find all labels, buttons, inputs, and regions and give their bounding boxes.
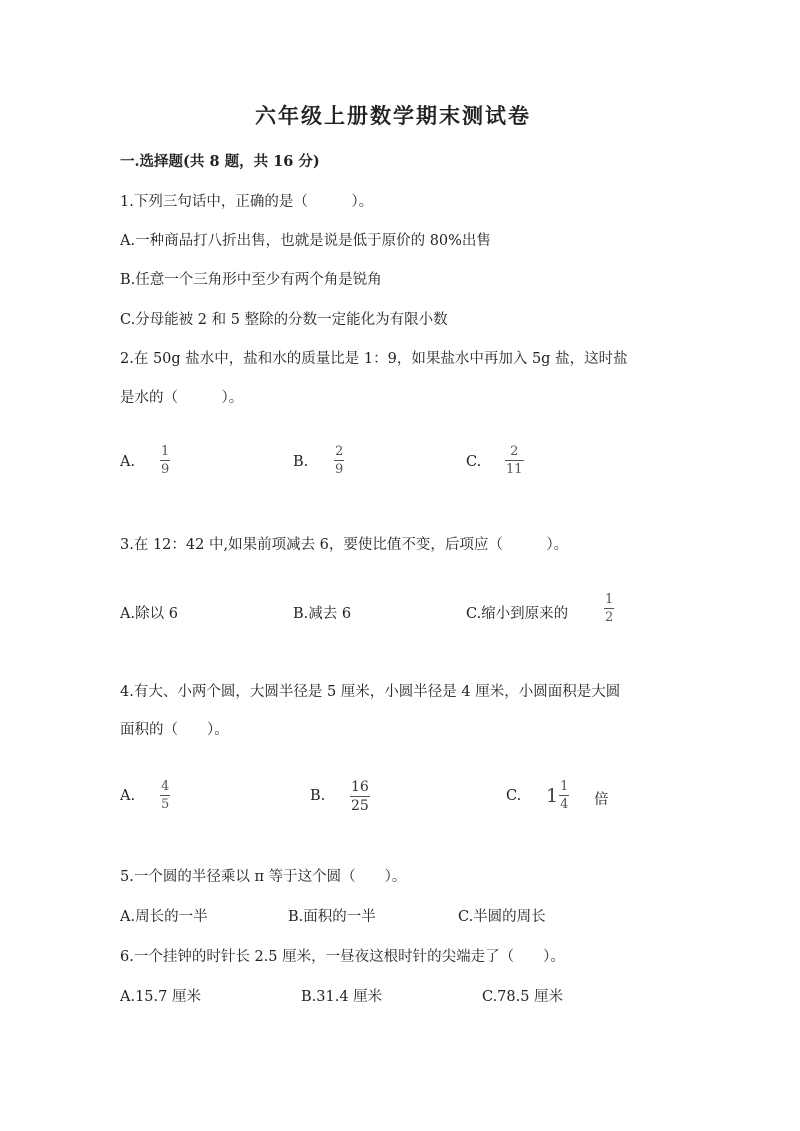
q1-option-a: A.一种商品打八折出售，也就是说是低于原价的 80%出售 (120, 233, 491, 249)
q3-option-b: B.减去 6 (293, 606, 352, 622)
fraction-numerator: 16 (351, 779, 369, 795)
q6-option-c: C.78.5 厘米 (482, 989, 564, 1005)
q5-option-b: B.面积的一半 (288, 909, 376, 925)
q2-option-b-fraction (334, 445, 344, 476)
q6-option-b: B.31.4 厘米 (301, 989, 383, 1005)
section-heading: 一.选择题(共 8 题，共 16 分) (120, 153, 320, 170)
q2-option-a-label: A. (120, 454, 136, 470)
q2-stem-line1: 2.在 50g 盐水中，盐和水的质量比是 1：9，如果盐水中再加入 5g 盐，这时盐 (120, 351, 628, 367)
fraction-bar (350, 796, 370, 797)
q1-option-c: C.分母能被 2 和 5 整除的分数一定能化为有限小数 (120, 312, 448, 328)
q2-option-c-fraction (505, 445, 524, 476)
q4-option-b-label: B. (310, 788, 326, 804)
q4-option-a-fraction (160, 780, 170, 811)
q4-option-a-label: A. (120, 788, 136, 804)
q4-option-c-label: C. (506, 788, 522, 804)
q2-stem-line2: 是水的（ ）。 (120, 390, 244, 406)
q3-option-c-text: C.缩小到原来的 (466, 606, 569, 622)
q4-stem-line2: 面积的（ ）。 (120, 722, 229, 738)
q5-stem: 5.一个圆的半径乘以 π 等于这个圆（ ）。 (120, 869, 407, 885)
fraction-bar (160, 460, 170, 461)
fraction-numerator: 1 (161, 444, 170, 459)
fraction-bar (334, 460, 344, 461)
fraction-numerator: 1 (605, 592, 614, 607)
fraction-bar (604, 608, 614, 609)
fraction-denominator: 25 (351, 798, 369, 814)
fraction-bar (160, 795, 170, 796)
q4-option-b-fraction (350, 780, 370, 813)
q5-option-c: C.半圆的周长 (458, 909, 546, 925)
fraction-denominator: 9 (161, 462, 170, 477)
q2-option-b-label: B. (293, 454, 309, 470)
q2-option-a-fraction (160, 445, 170, 476)
q1-option-b: B.任意一个三角形中至少有两个角是锐角 (120, 272, 382, 288)
q4-stem-line1: 4.有大、小两个圆，大圆半径是 5 厘米，小圆半径是 4 厘米，小圆面积是大圆 (120, 684, 621, 700)
fraction-bar (559, 795, 569, 796)
fraction-denominator: 9 (335, 462, 344, 477)
fraction-numerator: 1 (560, 779, 569, 794)
q4-option-c-suffix: 倍 (594, 792, 609, 808)
q1-stem: 1.下列三句话中，正确的是（ ）。 (120, 194, 374, 210)
q3-option-c-fraction (604, 593, 614, 624)
fraction-denominator: 2 (605, 610, 614, 625)
mixed-whole-part: 1 (546, 784, 559, 807)
q2-option-c-label: C. (466, 454, 482, 470)
q3-stem: 3.在 12：42 中,如果前项减去 6，要使比值不变，后项应（ ）。 (120, 537, 569, 553)
q6-option-a: A.15.7 厘米 (120, 989, 201, 1005)
q6-stem: 6.一个挂钟的时针长 2.5 厘米，一昼夜这根时针的尖端走了（ ）。 (120, 949, 565, 965)
fraction-denominator: 5 (161, 797, 170, 812)
q3-option-a: A.除以 6 (120, 606, 178, 622)
q5-option-a: A.周长的一半 (120, 909, 208, 925)
fraction-bar (505, 460, 524, 461)
q4-option-c-mixed-number (546, 780, 569, 811)
fraction-numerator: 2 (335, 444, 344, 459)
fraction-denominator: 11 (506, 462, 523, 477)
fraction-numerator: 2 (510, 444, 519, 459)
page-title: 六年级上册数学期末测试卷 (255, 103, 531, 128)
fraction-numerator: 4 (161, 779, 170, 794)
mixed-fraction-part (559, 780, 569, 811)
fraction-denominator: 4 (560, 797, 569, 812)
